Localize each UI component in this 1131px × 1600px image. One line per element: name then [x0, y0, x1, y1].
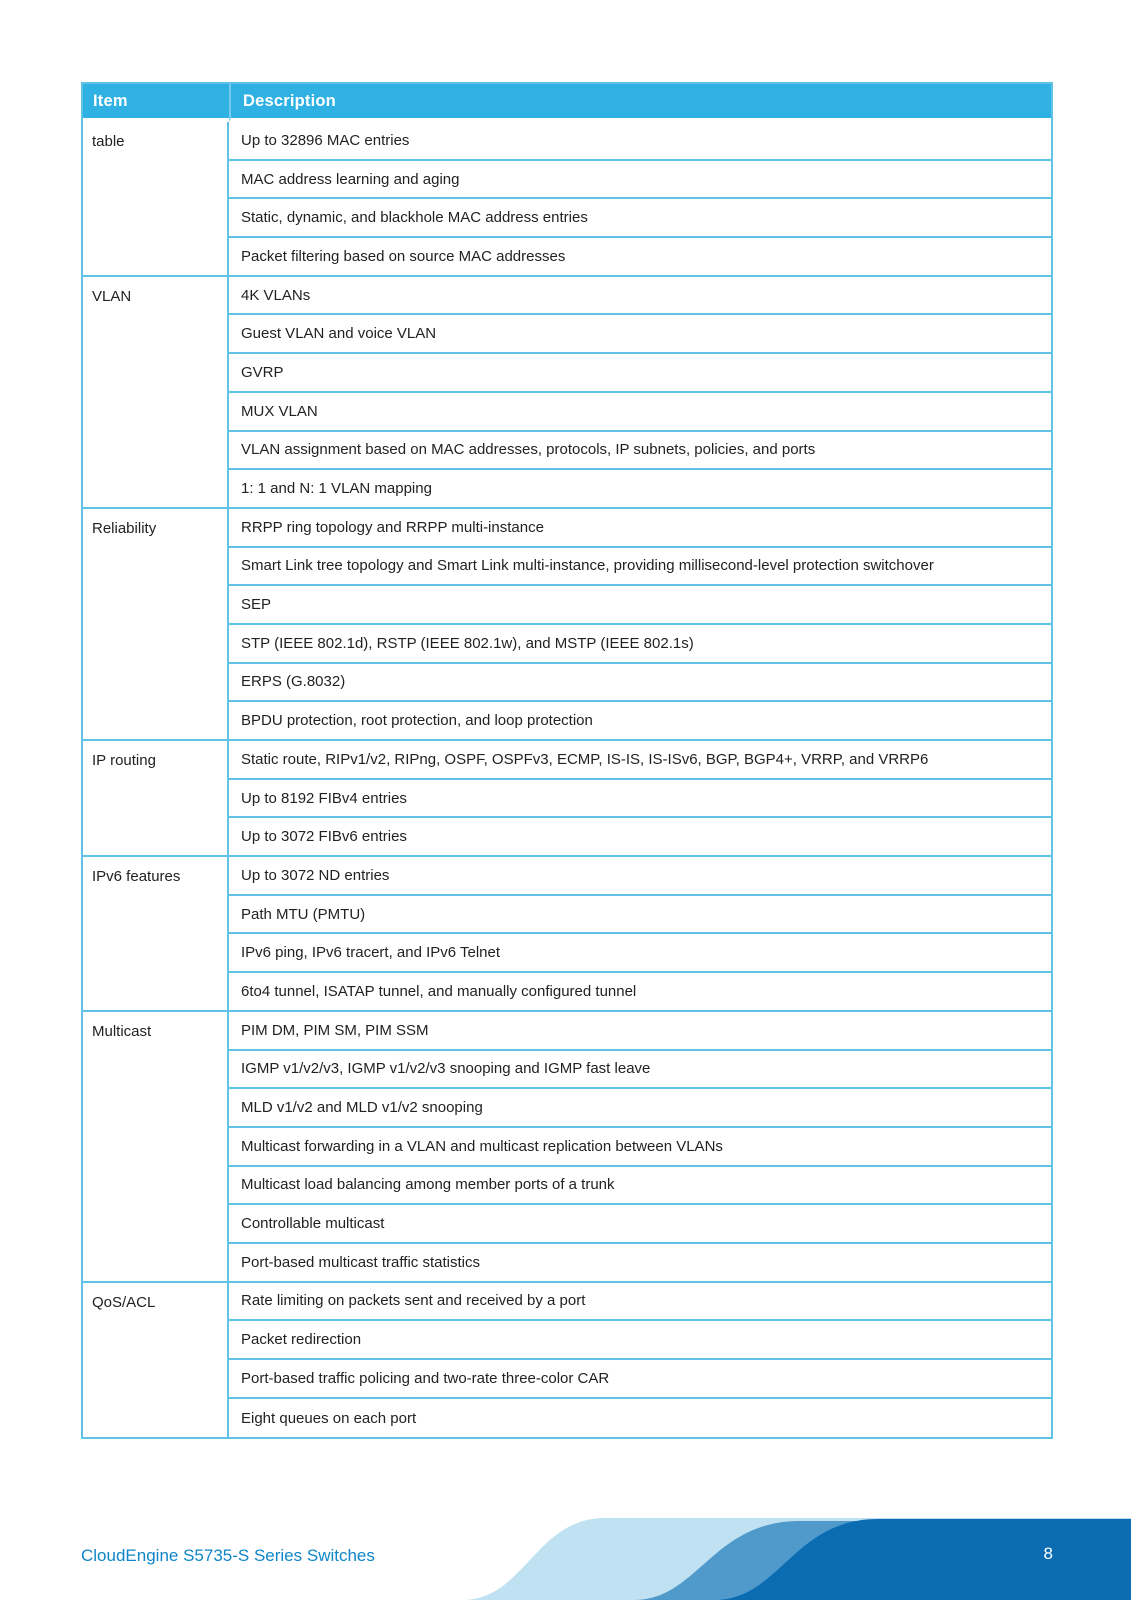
description-cell: Controllable multicast	[229, 1205, 1051, 1244]
spec-table-header	[83, 84, 1051, 122]
description-cell: Port-based traffic policing and two-rate three-color CAR	[229, 1360, 1051, 1399]
table-row	[83, 1012, 1051, 1051]
table-row	[83, 432, 1051, 471]
description-cell: VLAN assignment based on MAC addresses, protocols, IP subnets, policies, and ports	[229, 432, 1051, 471]
description-cell: ERPS (G.8032)	[229, 664, 1051, 703]
table-row	[83, 1167, 1051, 1206]
header-row	[83, 84, 1051, 122]
table-row	[83, 548, 1051, 587]
description-cell: MUX VLAN	[229, 393, 1051, 432]
description-cell: Up to 3072 ND entries	[229, 857, 1051, 896]
table-row	[83, 161, 1051, 200]
table-row	[83, 238, 1051, 277]
description-cell: Packet filtering based on source MAC addresses	[229, 238, 1051, 277]
description-cell: BPDU protection, root protection, and loop protection	[229, 702, 1051, 741]
description-cell: MAC address learning and aging	[229, 161, 1051, 200]
description-cell: Rate limiting on packets sent and received by a port	[229, 1283, 1051, 1322]
table-row	[83, 702, 1051, 741]
table-row	[83, 393, 1051, 432]
table-row	[83, 277, 1051, 316]
description-cell: 6to4 tunnel, ISATAP tunnel, and manually configured tunnel	[229, 973, 1051, 1012]
item-cell: IP routing	[83, 741, 229, 857]
description-cell: Port-based multicast traffic statistics	[229, 1244, 1051, 1283]
description-cell: Packet redirection	[229, 1321, 1051, 1360]
description-cell: IGMP v1/v2/v3, IGMP v1/v2/v3 snooping and IGMP fast leave	[229, 1051, 1051, 1090]
table-row	[83, 1399, 1051, 1438]
header-description: Description	[229, 84, 1051, 122]
table-row	[83, 1051, 1051, 1090]
item-cell: Multicast	[83, 1012, 229, 1283]
description-cell: Up to 3072 FIBv6 entries	[229, 818, 1051, 857]
description-cell: PIM DM, PIM SM, PIM SSM	[229, 1012, 1051, 1051]
page-number: 8	[1043, 1544, 1053, 1563]
description-cell: MLD v1/v2 and MLD v1/v2 snooping	[229, 1089, 1051, 1128]
item-cell: IPv6 features	[83, 857, 229, 1012]
table-row	[83, 625, 1051, 664]
description-cell: Guest VLAN and voice VLAN	[229, 315, 1051, 354]
description-cell: SEP	[229, 586, 1051, 625]
description-cell: STP (IEEE 802.1d), RSTP (IEEE 802.1w), and MSTP (IEEE 802.1s)	[229, 625, 1051, 664]
table-row	[83, 857, 1051, 896]
description-cell: 4K VLANs	[229, 277, 1051, 316]
description-cell: Multicast forwarding in a VLAN and multicast replication between VLANs	[229, 1128, 1051, 1167]
item-cell: VLAN	[83, 277, 229, 509]
table-row	[83, 934, 1051, 973]
table-row	[83, 586, 1051, 625]
table-row	[83, 509, 1051, 548]
item-cell: table	[83, 122, 229, 277]
table-row	[83, 199, 1051, 238]
header-item: Item	[83, 84, 229, 122]
table-row	[83, 315, 1051, 354]
item-cell: QoS/ACL	[83, 1283, 229, 1438]
description-cell: Up to 32896 MAC entries	[229, 122, 1051, 161]
description-cell: RRPP ring topology and RRPP multi-instance	[229, 509, 1051, 548]
table-row	[83, 1360, 1051, 1399]
table-row	[83, 780, 1051, 819]
description-cell: Static route, RIPv1/v2, RIPng, OSPF, OSPFv3, ECMP, IS-IS, IS-ISv6, BGP, BGP4+, VRRP, and VRRP6	[229, 741, 1051, 780]
table-row	[83, 1089, 1051, 1128]
table-row	[83, 470, 1051, 509]
description-cell: Path MTU (PMTU)	[229, 896, 1051, 935]
table-row	[83, 1283, 1051, 1322]
footer-title: CloudEngine S5735-S Series Switches	[81, 1546, 375, 1565]
description-cell: GVRP	[229, 354, 1051, 393]
table-row	[83, 1205, 1051, 1244]
table-row	[83, 664, 1051, 703]
spec-table	[81, 82, 1053, 1439]
description-cell: Eight queues on each port	[229, 1399, 1051, 1438]
table-row	[83, 818, 1051, 857]
table-row	[83, 1321, 1051, 1360]
table-row	[83, 122, 1051, 161]
table-row	[83, 1128, 1051, 1167]
description-cell: Multicast load balancing among member ports of a trunk	[229, 1167, 1051, 1206]
spec-table-body	[83, 122, 1051, 1437]
item-cell: Reliability	[83, 509, 229, 741]
description-cell: Up to 8192 FIBv4 entries	[229, 780, 1051, 819]
description-cell: 1: 1 and N: 1 VLAN mapping	[229, 470, 1051, 509]
table-row	[83, 896, 1051, 935]
table-row	[83, 1244, 1051, 1283]
description-cell: Static, dynamic, and blackhole MAC address entries	[229, 199, 1051, 238]
table-row	[83, 741, 1051, 780]
description-cell: IPv6 ping, IPv6 tracert, and IPv6 Telnet	[229, 934, 1051, 973]
description-cell: Smart Link tree topology and Smart Link multi-instance, providing millisecond-level protection switchover	[229, 548, 1051, 587]
table-row	[83, 973, 1051, 1012]
table-row	[83, 354, 1051, 393]
